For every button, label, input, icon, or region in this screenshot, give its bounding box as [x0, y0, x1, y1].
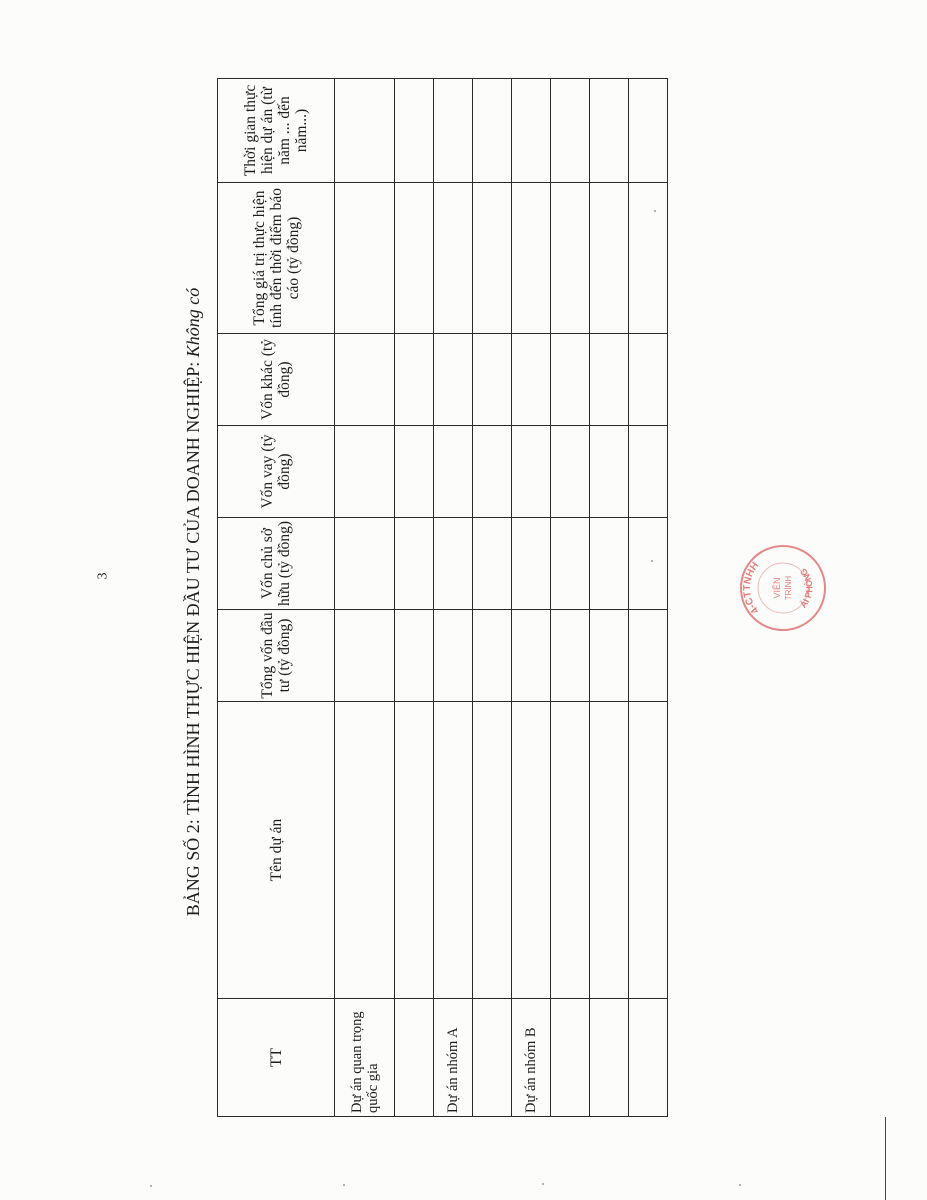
- table-cell: [550, 518, 589, 610]
- table-cell: [433, 518, 472, 610]
- table-cell: [511, 518, 550, 610]
- stamp-text-top: 4-CTTNHH: [741, 560, 762, 616]
- table-cell: [550, 702, 589, 999]
- table-cell: [550, 183, 589, 334]
- table-cell: [433, 610, 472, 702]
- table-row: [394, 79, 433, 1117]
- table-cell: [394, 183, 433, 334]
- table-cell: [589, 518, 628, 610]
- company-seal-stamp: [738, 543, 828, 633]
- scan-speck: [739, 1184, 741, 1186]
- table-cell: [334, 518, 394, 610]
- table-cell: [472, 79, 511, 183]
- header-duration: Thời gian thực hiện dự án (từ năm ... đến năm...): [217, 79, 334, 183]
- table-cell: [511, 79, 550, 183]
- table-cell: [628, 183, 667, 334]
- table-row: [628, 79, 667, 1117]
- scan-speck: [654, 210, 656, 212]
- table-cell: [334, 334, 394, 426]
- header-total-capital: Tổng vốn đầu tư (tỷ đồng): [217, 610, 334, 702]
- table-cell: [511, 334, 550, 426]
- table-cell: [589, 183, 628, 334]
- header-other-capital: Vốn khác (tỷ đồng): [217, 334, 334, 426]
- table-cell: [550, 426, 589, 518]
- table-title-value: Không có: [182, 287, 203, 358]
- row-label: Dự án nhóm B: [511, 999, 550, 1117]
- table-cell: [511, 426, 550, 518]
- table-cell: [589, 79, 628, 183]
- table-cell: [433, 79, 472, 183]
- header-tt: TT: [217, 999, 334, 1117]
- table-cell: [394, 518, 433, 610]
- table-cell: [433, 334, 472, 426]
- table-cell: [511, 183, 550, 334]
- table-cell: [628, 334, 667, 426]
- row-label: [550, 999, 589, 1117]
- table-cell: [394, 334, 433, 426]
- table-cell: [628, 518, 667, 610]
- page-number: 3: [95, 572, 111, 580]
- stamp-text-line1: VIÊN: [772, 577, 782, 599]
- table-cell: [550, 610, 589, 702]
- row-label: Dự án quan trọng quốc gia: [334, 999, 394, 1117]
- table-cell: [628, 610, 667, 702]
- table-row: [334, 79, 394, 1117]
- table-cell: [334, 702, 394, 999]
- scan-speck: [651, 560, 653, 562]
- table-cell: [433, 183, 472, 334]
- table-cell: [589, 702, 628, 999]
- table-cell: [394, 79, 433, 183]
- table-cell: [472, 183, 511, 334]
- header-equity: Vốn chủ sở hữu (tỷ đồng): [217, 518, 334, 610]
- table-cell: [334, 426, 394, 518]
- stamp-text-line2: TRÌNH: [784, 575, 793, 601]
- table-cell: [589, 426, 628, 518]
- table-cell: [472, 610, 511, 702]
- table-cell: [550, 334, 589, 426]
- table-row: [589, 79, 628, 1117]
- table-cell: [394, 426, 433, 518]
- table-title-prefix: BẢNG SỐ 2: TÌNH HÌNH THỰC HIỆN ĐẦU TƯ CỦA DOANH NGHIỆP:: [182, 361, 203, 917]
- table-cell: [433, 702, 472, 999]
- header-executed-value: Tổng giá trị thực hiện tính đến thời điểm báo cáo (tỷ đồng): [217, 183, 334, 334]
- row-label: Dự án nhóm A: [433, 999, 472, 1117]
- table-row: [433, 79, 472, 1117]
- row-label: [394, 999, 433, 1117]
- investment-table: [217, 78, 668, 1117]
- scan-speck: [343, 1184, 345, 1186]
- table-cell: [334, 79, 394, 183]
- table-cell: [334, 610, 394, 702]
- table-cell: [628, 79, 667, 183]
- table-cell: [394, 610, 433, 702]
- table-cell: [472, 702, 511, 999]
- rotated-page-content: [164, 25, 764, 1175]
- stamp-text-bottom: ẢI PHÒNG: [798, 566, 815, 610]
- header-loan: Vốn vay (tỷ đồng): [217, 426, 334, 518]
- table-cell: [628, 426, 667, 518]
- table-cell: [433, 426, 472, 518]
- scan-speck: [150, 1185, 152, 1187]
- table-cell: [334, 183, 394, 334]
- table-cell: [511, 610, 550, 702]
- table-cell: [589, 610, 628, 702]
- table-cell: [472, 518, 511, 610]
- table-cell: [472, 334, 511, 426]
- table-cell: [511, 702, 550, 999]
- table-title: [178, 87, 208, 1117]
- table-cell: [589, 334, 628, 426]
- header-row: [217, 79, 334, 1117]
- table-cell: [628, 702, 667, 999]
- table-row: [472, 79, 511, 1117]
- scan-speck: [542, 1183, 544, 1185]
- table-row: [550, 79, 589, 1117]
- header-project-name: Tên dự án: [217, 702, 334, 999]
- row-label: [589, 999, 628, 1117]
- row-label: [628, 999, 667, 1117]
- row-label: [472, 999, 511, 1117]
- svg-text:ẢI PHÒNG: [797, 566, 814, 609]
- table-cell: [550, 79, 589, 183]
- table-cell: [394, 702, 433, 999]
- table-row: [511, 79, 550, 1117]
- table-cell: [472, 426, 511, 518]
- scan-margin-line: [885, 1117, 886, 1200]
